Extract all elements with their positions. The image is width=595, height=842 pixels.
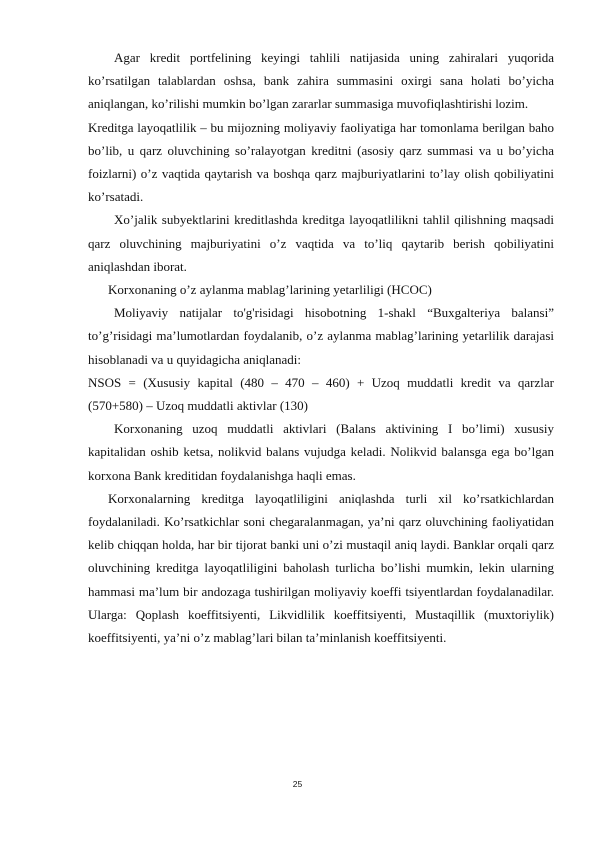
paragraph-creditworthiness-definition: Kreditga layoqatlilik – bu mijozning moliyaviy faoliyatiga har tomonlama berilgan baho bo’lib, u qarz oluvchining so’ralayotgan kreditni (asosiy qarz summasi va u bo’yicha foizlarni) o’z vaqtida qaytarish va boshqa qarz majburiyatlarini to’lay olish qobiliyatini ko’rsatadi. <box>88 119 554 205</box>
paragraph-indicators: Korxonalarning kreditga layoqatliligini aniqlashda turli xil ko’rsatkichlardan foydalaniladi. Ko’rsatkichlar soni chegaralanmagan, ya’ni qarz oluvchining faoliyatidan kelib chiqqan holda, har bir tijorat banki uni o’zi mustaqil aniq laydi. Banklar orqali qarz oluvchining kreditga layoqatliligini baholash turlicha bo’lishi mumkin, lekin ularning hammasi ma’lum bir andozaga tushirilgan moliyaviy koeffi tsiyentlardan foydalanadilar. Ularga: Qoplash koeffitsiyenti, Likvidlilik koeffitsiyenti, Mustaqillik (muxtoriylik) koeffitsiyenti, ya’ni o’z mablag’lari bilan ta’minlanish koeffitsiyenti. <box>88 490 554 646</box>
paragraph-hcoc-heading: Korxonaning o’z aylanma mablag’larining yetarliligi (HCOC) <box>108 282 432 298</box>
body-text <box>88 46 554 649</box>
page-number: 25 <box>292 779 303 789</box>
paragraph-nsos-formula: NSOS = (Xususiy kapital (480 – 470 – 460) + Uzoq muddatli kredit va qarzlar (570+580) – Uzoq muddatli aktivlar (130) <box>88 374 554 414</box>
paragraph-analysis-purpose: Xo’jalik subyektlarini kreditlashda kreditga layoqatlilikni tahlil qilishning maqsadi qarz oluvchining majburiyatini o’z vaqtida va to’liq qaytarib berish qobiliyatini aniqlashdan iborat. <box>88 212 554 274</box>
paragraph-illiquid-balance: Korxonaning uzoq muddatli aktivlari (Balans aktivining I bo’limi) xususiy kapitalidan oshib ketsa, nolikvid balans vujudga keladi. Nolikvid balansga ega bo’lgan korxona Bank kreditidan foydalanishga haqli emas. <box>88 421 554 483</box>
paragraph-balance-sheet: Moliyaviy natijalar to'g'risidagi hisobotning 1-shakl “Buxgalteriya balansi” to’g’risidagi ma’lumotlardan foydalanib, o’z aylanma mablag’larining yetarlilik darajasi hisoblanadi va u quyidagicha aniqlanadi: <box>88 305 554 367</box>
paragraph-credit-portfolio: Agar kredit portfelining keyingi tahlili natijasida uning zahiralari yuqorida ko’rsatilgan talablardan oshsa, bank zahira summasini oxirgi sana holati bo’yicha aniqlangan, ko’rilishi mumkin bo’lgan zararlar summasiga muvofiqlashtirishi lozim. <box>88 50 554 112</box>
